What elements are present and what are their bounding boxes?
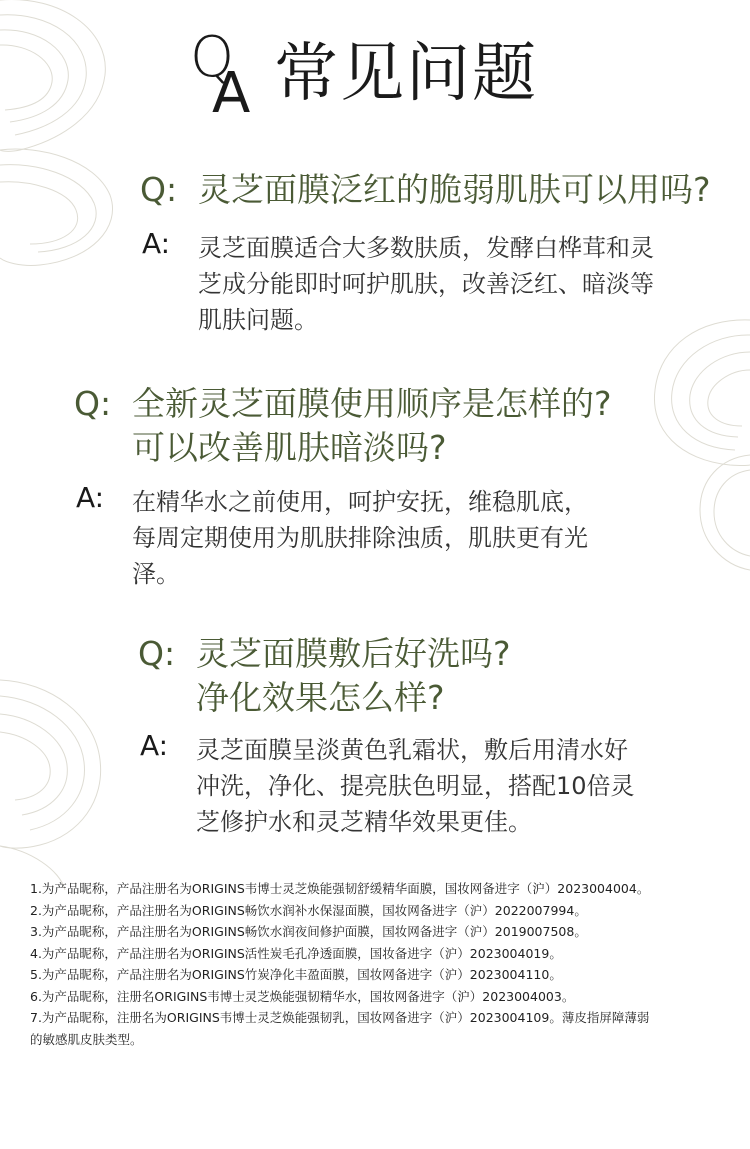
qa-logo-q: Q: [190, 25, 235, 90]
answer-label: A:: [76, 481, 105, 514]
answer-1: [142, 227, 722, 340]
footnote: 2.为产品昵称，产品注册名为ORIGINS畅饮水润补水保湿面膜，国妆网备进字（沪）2022007994。: [30, 902, 587, 918]
question-label: Q:: [140, 170, 178, 209]
answer-label: A:: [140, 729, 169, 762]
question-label: Q:: [138, 634, 176, 673]
answer-text: 灵芝面膜呈淡黄色乳霜状，敷后用清水好 冲洗，净化、提亮肤色明显，搭配10倍灵 芝修护水和灵芝精华效果更佳。: [196, 736, 635, 836]
question-text-line-2: 净化效果怎么样?: [196, 678, 445, 717]
faq-header: [190, 25, 610, 126]
footnote: 4.为产品昵称，产品注册名为ORIGINS活性炭毛孔净透面膜，国妆备进字（沪）2023004019。: [30, 945, 562, 961]
page-title: 常见问题: [274, 37, 538, 111]
footnotes: [30, 878, 730, 1050]
answer-text: 灵芝面膜适合大多数肤质，发酵白桦茸和灵 芝成分能即时呵护肌肤，改善泛红、暗淡等 肌肤问题。: [198, 234, 654, 334]
footnote: 6.为产品昵称，注册名ORIGINS韦博士灵芝焕能强韧精华水，国妆网备进字（沪）2023004003。: [30, 988, 575, 1004]
footnote: 的敏感肌皮肤类型。: [30, 1031, 143, 1047]
footnote: 7.为产品昵称，注册名为ORIGINS韦博士灵芝焕能强韧乳，国妆网备进字（沪）2023004109。薄皮指屏障薄弱: [30, 1010, 650, 1025]
question-3: [138, 632, 698, 720]
answer-3: [140, 729, 720, 842]
question-text: 灵芝面膜泛红的脆弱肌肤可以用吗?: [198, 170, 711, 209]
footnote: 3.为产品昵称，产品注册名为ORIGINS畅饮水润夜间修护面膜，国妆网备进字（沪）2019007508。: [30, 924, 587, 939]
question-2: [74, 382, 694, 470]
footnote: 5.为产品昵称，产品注册名为ORIGINS竹炭净化丰盈面膜，国妆网备进字（沪）2023004110。: [30, 967, 562, 982]
question-text-line-1: 灵芝面膜敷后好洗吗?: [196, 634, 511, 673]
question-1: [140, 168, 740, 212]
footnote: 1.为产品昵称，产品注册名为ORIGINS韦博士灵芝焕能强韧舒缓精华面膜，国妆网备进字（沪）2023004004。: [30, 881, 650, 896]
question-label: Q:: [74, 384, 112, 423]
question-text-line-1: 全新灵芝面膜使用顺序是怎样的?: [132, 384, 612, 423]
question-text-line-2: 可以改善肌肤暗淡吗?: [132, 428, 447, 467]
answer-2: [76, 481, 676, 594]
qa-logo-a: A: [212, 61, 251, 126]
answer-label: A:: [142, 227, 171, 260]
answer-text: 在精华水之前使用，呵护安抚，维稳肌底， 每周定期使用为肌肤排除浊质，肌肤更有光 泽。: [132, 488, 588, 588]
